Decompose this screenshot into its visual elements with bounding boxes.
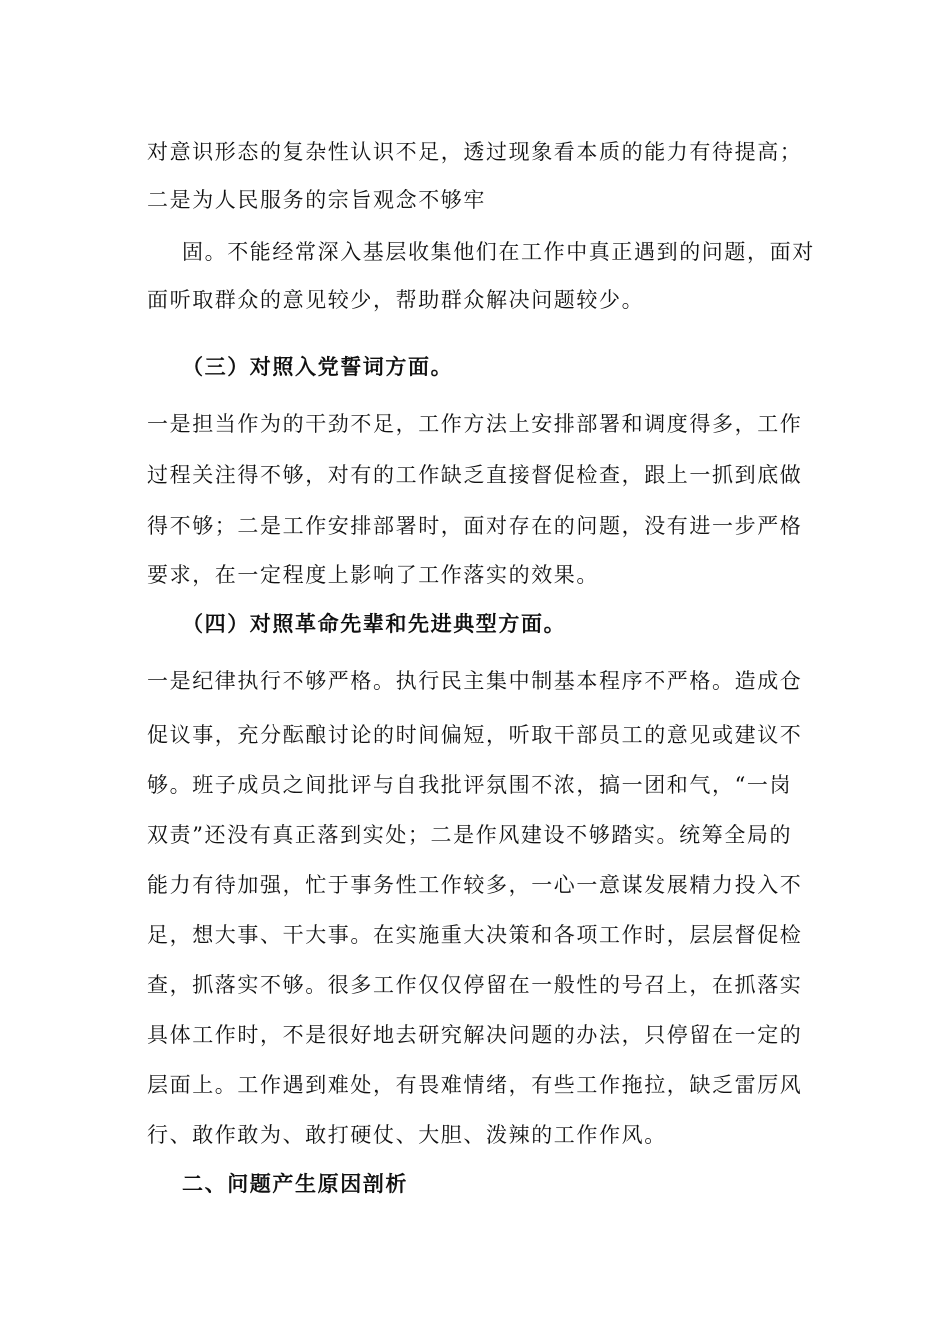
body-line-8: 要求，在一定程度上影响了工作落实的效果。 — [147, 563, 599, 587]
body-line-16: 具体工作时，不是很好地去研究解决问题的办法，只停留在一定的 — [147, 1023, 803, 1047]
body-line-2: 二是为人民服务的宗旨观念不够牢 — [147, 188, 486, 212]
body-line-9: 一是纪律执行不够严格。执行民主集中制基本程序不严格。造成仓 — [147, 669, 803, 693]
body-line-18: 行、敢作敢为、敢打硬仗、大胆、泼辣的工作作风。 — [147, 1123, 667, 1147]
section-heading-4: （四）对照革命先辈和先进典型方面。 — [182, 611, 567, 636]
body-line-6: 过程关注得不够，对有的工作缺乏直接督促检查，跟上一抓到底做 — [147, 463, 803, 487]
body-line-15: 查，抓落实不够。很多工作仅仅停留在一般性的号召上，在抓落实 — [147, 973, 803, 997]
body-line-14: 足，想大事、干大事。在实施重大决策和各项工作时，层层督促检 — [147, 923, 803, 947]
body-line-3: 固。不能经常深入基层收集他们在工作中真正遇到的问题，面对 — [182, 240, 815, 264]
section-heading-2: 二、问题产生原因剖析 — [182, 1171, 408, 1196]
body-line-13: 能力有待加强，忙于事务性工作较多，一心一意谋发展精力投入不 — [147, 873, 803, 897]
section-heading-3: （三）对照入党誓词方面。 — [182, 354, 454, 379]
body-line-1: 对意识形态的复杂性认识不足，透过现象看本质的能力有待提高； — [147, 140, 803, 164]
body-line-10: 促议事，充分酝酿讨论的时间偏短，听取干部员工的意见或建议不 — [147, 723, 803, 747]
body-line-4: 面听取群众的意见较少，帮助群众解决问题较少。 — [147, 288, 645, 312]
body-line-5: 一是担当作为的干劲不足，工作方法上安排部署和调度得多，工作 — [147, 412, 803, 436]
body-line-11: 够。班子成员之间批评与自我批评氛围不浓，搞一团和气，“一岗 — [147, 773, 793, 797]
body-line-17: 层面上。工作遇到难处，有畏难情绪，有些工作拖拉，缺乏雷厉风 — [147, 1073, 803, 1097]
body-line-7: 得不够；二是工作安排部署时，面对存在的问题，没有进一步严格 — [147, 514, 803, 538]
body-line-12: 双责”还没有真正落到实处；二是作风建设不够踏实。统筹全局的 — [147, 823, 793, 847]
